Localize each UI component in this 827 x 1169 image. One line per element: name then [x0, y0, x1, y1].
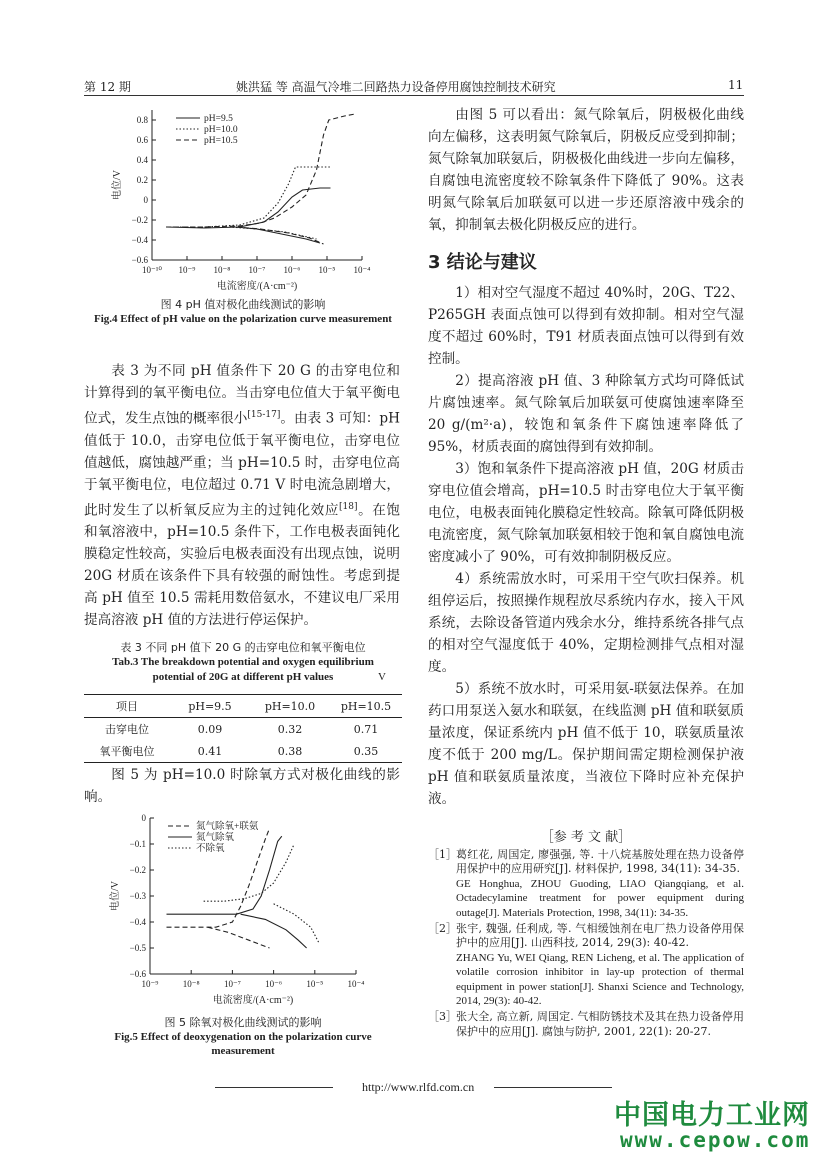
series-line-anodic: [166, 188, 331, 228]
series-line-cathodic: [208, 927, 270, 948]
figure-4-caption-en: Fig.4 Effect of pH value on the polarization curve measurement: [94, 313, 392, 325]
series-line-cathodic: [229, 227, 317, 239]
x-tick-label: 10⁻⁹: [178, 265, 196, 275]
y-axis-label: 电位/V: [112, 170, 123, 200]
table-3: [84, 694, 402, 763]
x-tick-label: 10⁻⁸: [213, 265, 231, 275]
x-tick-label: 10⁻⁸: [182, 979, 200, 989]
running-title: 姚洪猛 等 高温气冷堆二回路热力设备停用腐蚀控制技术研究: [236, 80, 556, 94]
table-header-cell: pH=10.0: [250, 695, 330, 718]
references-title: ［参 考 文 献］: [540, 830, 632, 845]
reference-body: [456, 848, 744, 920]
page-number: 11: [728, 78, 744, 92]
header-rule: [84, 95, 744, 96]
figure-5-caption: [84, 1016, 402, 1058]
y-tick-label: −0.6: [131, 255, 148, 265]
conclusion-item: 4）系统需放水时，可采用干空气吹扫保养。机组停运后，按照操作规程放尽系统内存水，接入干风系统，去除设备管道内残余水分，维持系统各排气点的相对空气湿度低于 40%，定期检测排气点相对湿度。: [428, 571, 744, 675]
y-tick-label: −0.2: [129, 865, 146, 875]
left-paragraph-1-a: 表 3 为不同 pH 值条件下 20 G 的击穿电位和计算得到的氧平衡电位。当击穿电位值大于氧平衡电位式，发生点蚀的概率很小: [84, 363, 400, 427]
table-3-caption: [84, 640, 402, 685]
left-paragraph-1-c: 。在饱和氧溶液中，pH=10.5 条件下，工作电极表面钝化膜稳定性较高，实验后电极表面没有出现点蚀，说明 20G 材质在该条件下具有较强的耐蚀性。考虑到提高 pH 值至 10.5 需耗用数倍氨水，不建议电厂采用提高溶液 pH 值的方法进行停运保护。: [84, 502, 401, 629]
reference-body: [456, 922, 744, 1008]
reference-text-cn: 张宇, 魏强, 任利成, 等. 气相缓蚀剂在电厂热力设备停用保护中的应用[J]. 山西科技, 2014, 29(3): 40-42.: [456, 922, 744, 950]
y-tick-label: −0.5: [129, 943, 146, 953]
series-line-cathodic: [236, 227, 324, 244]
series-line-anodic: [166, 114, 355, 227]
reference-number: ［1］: [428, 848, 457, 861]
y-tick-label: 0.4: [136, 155, 148, 165]
table-header-cell: pH=10.5: [330, 695, 402, 718]
x-tick-label: 10⁻⁷: [223, 979, 241, 989]
y-tick-label: −0.6: [129, 969, 146, 979]
table-header-cell: pH=9.5: [170, 695, 250, 718]
series-line-cathodic: [241, 914, 307, 948]
y-tick-label: −0.4: [131, 235, 148, 245]
table-row: [84, 718, 402, 741]
x-tick-label: 10⁻⁴: [347, 979, 365, 989]
reference-number: ［2］: [428, 922, 457, 936]
section-3-title: 3 结论与建议: [428, 252, 537, 273]
y-tick-label: 0.2: [136, 175, 148, 185]
x-tick-label: 10⁻⁵: [306, 979, 324, 989]
table-3-caption-cn: 表 3 不同 pH 值下 20 G 的击穿电位和氧平衡电位: [120, 641, 366, 654]
table-3-caption-en-2: potential of 20G at different pH values: [152, 671, 334, 683]
y-tick-label: −0.1: [129, 839, 146, 849]
table-cell: 氧平衡电位: [84, 740, 170, 763]
conclusion-item: 5）系统不放水时，可采用氨-联氨法保养。在加药口用泵送入氨水和联氨，在线监测 pH 值和联氨质量浓度，保证系统内 pH 值不低于 10，联氨质量浓度不低于 200 mg/L。保护期间需定期检测保护液 pH 值和联氨质量浓度，当液位下降时应补充保护液。: [428, 681, 744, 807]
y-tick-label: −0.2: [131, 215, 148, 225]
footer-rule-left: [215, 1087, 333, 1088]
citation-15-17: [15-17]: [247, 410, 281, 420]
reference-item: [428, 922, 744, 1008]
reference-number: ［3］: [428, 1010, 457, 1024]
conclusion-item: 3）饱和氧条件下提高溶液 pH 值，20G 材质击穿电位值会增高，pH=10.5 时击穿电位大于氧平衡电位，电极表面钝化膜稳定性较高。除氧可降低阴极电流密度，氮气除氧加联氨相较于饱和氧自腐蚀电流密度减小了 90%，可有效抑制阴极反应。: [428, 461, 744, 565]
footer-url: http://www.rlfd.com.cn: [362, 1080, 475, 1094]
table-3-caption-en-2-row: [84, 670, 402, 685]
x-axis-label: 电流密度/(A·cm⁻²): [212, 995, 294, 1006]
y-tick-label: 0.6: [136, 135, 148, 145]
figure-4-caption: [84, 298, 402, 326]
table-cell: 0.71: [353, 722, 379, 736]
legend-label: 氮气除氧: [196, 833, 235, 843]
table-cell: 0.09: [197, 722, 223, 736]
issue-number: 第 12 期: [84, 80, 131, 94]
x-tick-label: 10⁻⁵: [318, 265, 336, 275]
conclusion-item: 1）相对空气湿度不超过 40%时，20G、T22、P265GH 表面点蚀可以得到有效抑制。相对空气湿度不超过 60%时，T91 材质表面点蚀可以得到有效控制。: [428, 285, 744, 367]
reference-item: [428, 848, 744, 920]
y-tick-label: −0.3: [129, 891, 146, 901]
reference-text-en: GE Honghua, ZHOU Guoding, LIAO Qiangqiang, et al. Octadecylamine treatment for power equipment during outage[J]. Materials Protection, 1998, 34(11): 34-35.: [456, 877, 744, 919]
y-axis-label: 电位/V: [110, 881, 121, 911]
reference-text-cn: 张大全, 高立新, 周国定. 气相防锈技术及其在热力设备停用保护中的应用[J]. 腐蚀与防护, 2001, 22(1): 20-27.: [456, 1010, 744, 1038]
left-paragraph-2: [84, 764, 400, 808]
reference-text-en: ZHANG Yu, WEI Qiang, REN Licheng, et al. The application of volatile corrosion inhibitor in lay-up protection of thermal equipment in power station[J]. Shanxi Science and Technology, 2014, 29(3): 40-42.: [456, 951, 744, 1008]
table-header-cell: 项目: [84, 695, 170, 718]
left-paragraph-1-b: 。由表 3 可知：pH 值低于 10.0，击穿电位低于氧平衡电位，击穿电位值越低，腐蚀越严重；当 pH=10.5 时，击穿电位高于氧平衡电位，电位超过 0.71 V 时电流急剧增大，此时发生了以析氧反应为主的过钝化效应: [84, 410, 400, 519]
legend-label: pH=9.5: [204, 114, 233, 124]
left-paragraph-2-text: 图 5 为 pH=10.0 时除氧方式对极化曲线的影响。: [84, 767, 400, 805]
conclusion-item: 2）提高溶液 pH 值、3 种除氧方式均可降低试片腐蚀速率。氮气除氧后加联氨可使腐蚀速率降至 20 g/(m²·a)，较饱和氧条件下腐蚀速率降低了 95%，材质表面的腐蚀得到有效抑制。: [428, 373, 744, 455]
series-line-anodic: [166, 167, 331, 227]
figure-5-caption-en: Fig.5 Effect of deoxygenation on the polarization curve measurement: [114, 1031, 372, 1057]
reference-item: [428, 1010, 744, 1039]
conclusions-list: [428, 282, 744, 810]
table-3-unit: V: [378, 671, 386, 683]
footer-rule-right: [494, 1087, 612, 1088]
table-cell: 0.41: [170, 740, 250, 763]
citation-18: [18]: [339, 501, 358, 512]
y-tick-label: 0.8: [136, 115, 148, 125]
x-tick-label: 10⁻⁶: [283, 265, 301, 275]
x-tick-label: 10⁻⁹: [141, 979, 159, 989]
y-tick-label: 0: [143, 195, 148, 205]
figure-4-caption-cn: 图 4 pH 值对极化曲线测试的影响: [160, 298, 326, 311]
legend-label: pH=10.5: [204, 136, 238, 146]
table-cell: 0.38: [250, 740, 330, 763]
watermark-cn: 中国电力工业网: [614, 1100, 810, 1131]
figure-5-caption-cn: 图 5 除氧对极化曲线测试的影响: [164, 1016, 322, 1029]
x-tick-label: 10⁻¹⁰: [141, 265, 163, 275]
right-paragraph-1: [428, 104, 744, 236]
table-3-caption-en-1: Tab.3 The breakdown potential and oxygen equilibrium: [112, 656, 374, 668]
table-row: [84, 740, 402, 763]
y-tick-label: 0: [141, 813, 146, 823]
figure-5-chart: [98, 812, 388, 1012]
watermark-url: www.cepow.com: [620, 1128, 811, 1152]
references-list: [428, 848, 744, 1041]
series-line-cathodic: [236, 227, 320, 243]
reference-text-cn: 葛红花, 周国定, 廖强强, 等. 十八烷基胺处理在热力设备停用保护中的应用研究[J]. 材料保护, 1998, 34(11): 34-35.: [456, 848, 744, 876]
right-paragraph-1-text: 由图 5 可以看出：氮气除氧后，阴极极化曲线向左偏移，这表明氮气除氧后，阴极反应受到抑制；氮气除氧加联氨后，阴极极化曲线进一步向左偏移，自腐蚀电流密度较不除氧条件下降低了 90%。这表明氮气除氧后加联氨可以进一步还原溶液中残余的氧，抑制氧去极化阴极反应的进行。: [428, 107, 744, 233]
legend-label: pH=10.0: [204, 125, 238, 135]
figure-4-chart: [90, 104, 390, 296]
legend-label: 不除氧: [196, 844, 225, 854]
series-line-cathodic: [274, 904, 319, 943]
x-tick-label: 10⁻⁶: [265, 979, 283, 989]
table-cell: 0.35: [330, 740, 402, 763]
x-axis-label: 电流密度/(A·cm⁻²): [216, 281, 298, 292]
table-header-row: [84, 695, 402, 718]
table-cell: 击穿电位: [105, 723, 149, 736]
x-tick-label: 10⁻⁴: [353, 265, 371, 275]
left-paragraph-1: [84, 360, 400, 631]
legend-label: 氮气除氧+联氨: [196, 822, 259, 832]
y-tick-label: −0.4: [129, 917, 146, 927]
x-tick-label: 10⁻⁷: [248, 265, 266, 275]
reference-body: [456, 1010, 744, 1039]
table-cell: 0.32: [277, 722, 303, 736]
